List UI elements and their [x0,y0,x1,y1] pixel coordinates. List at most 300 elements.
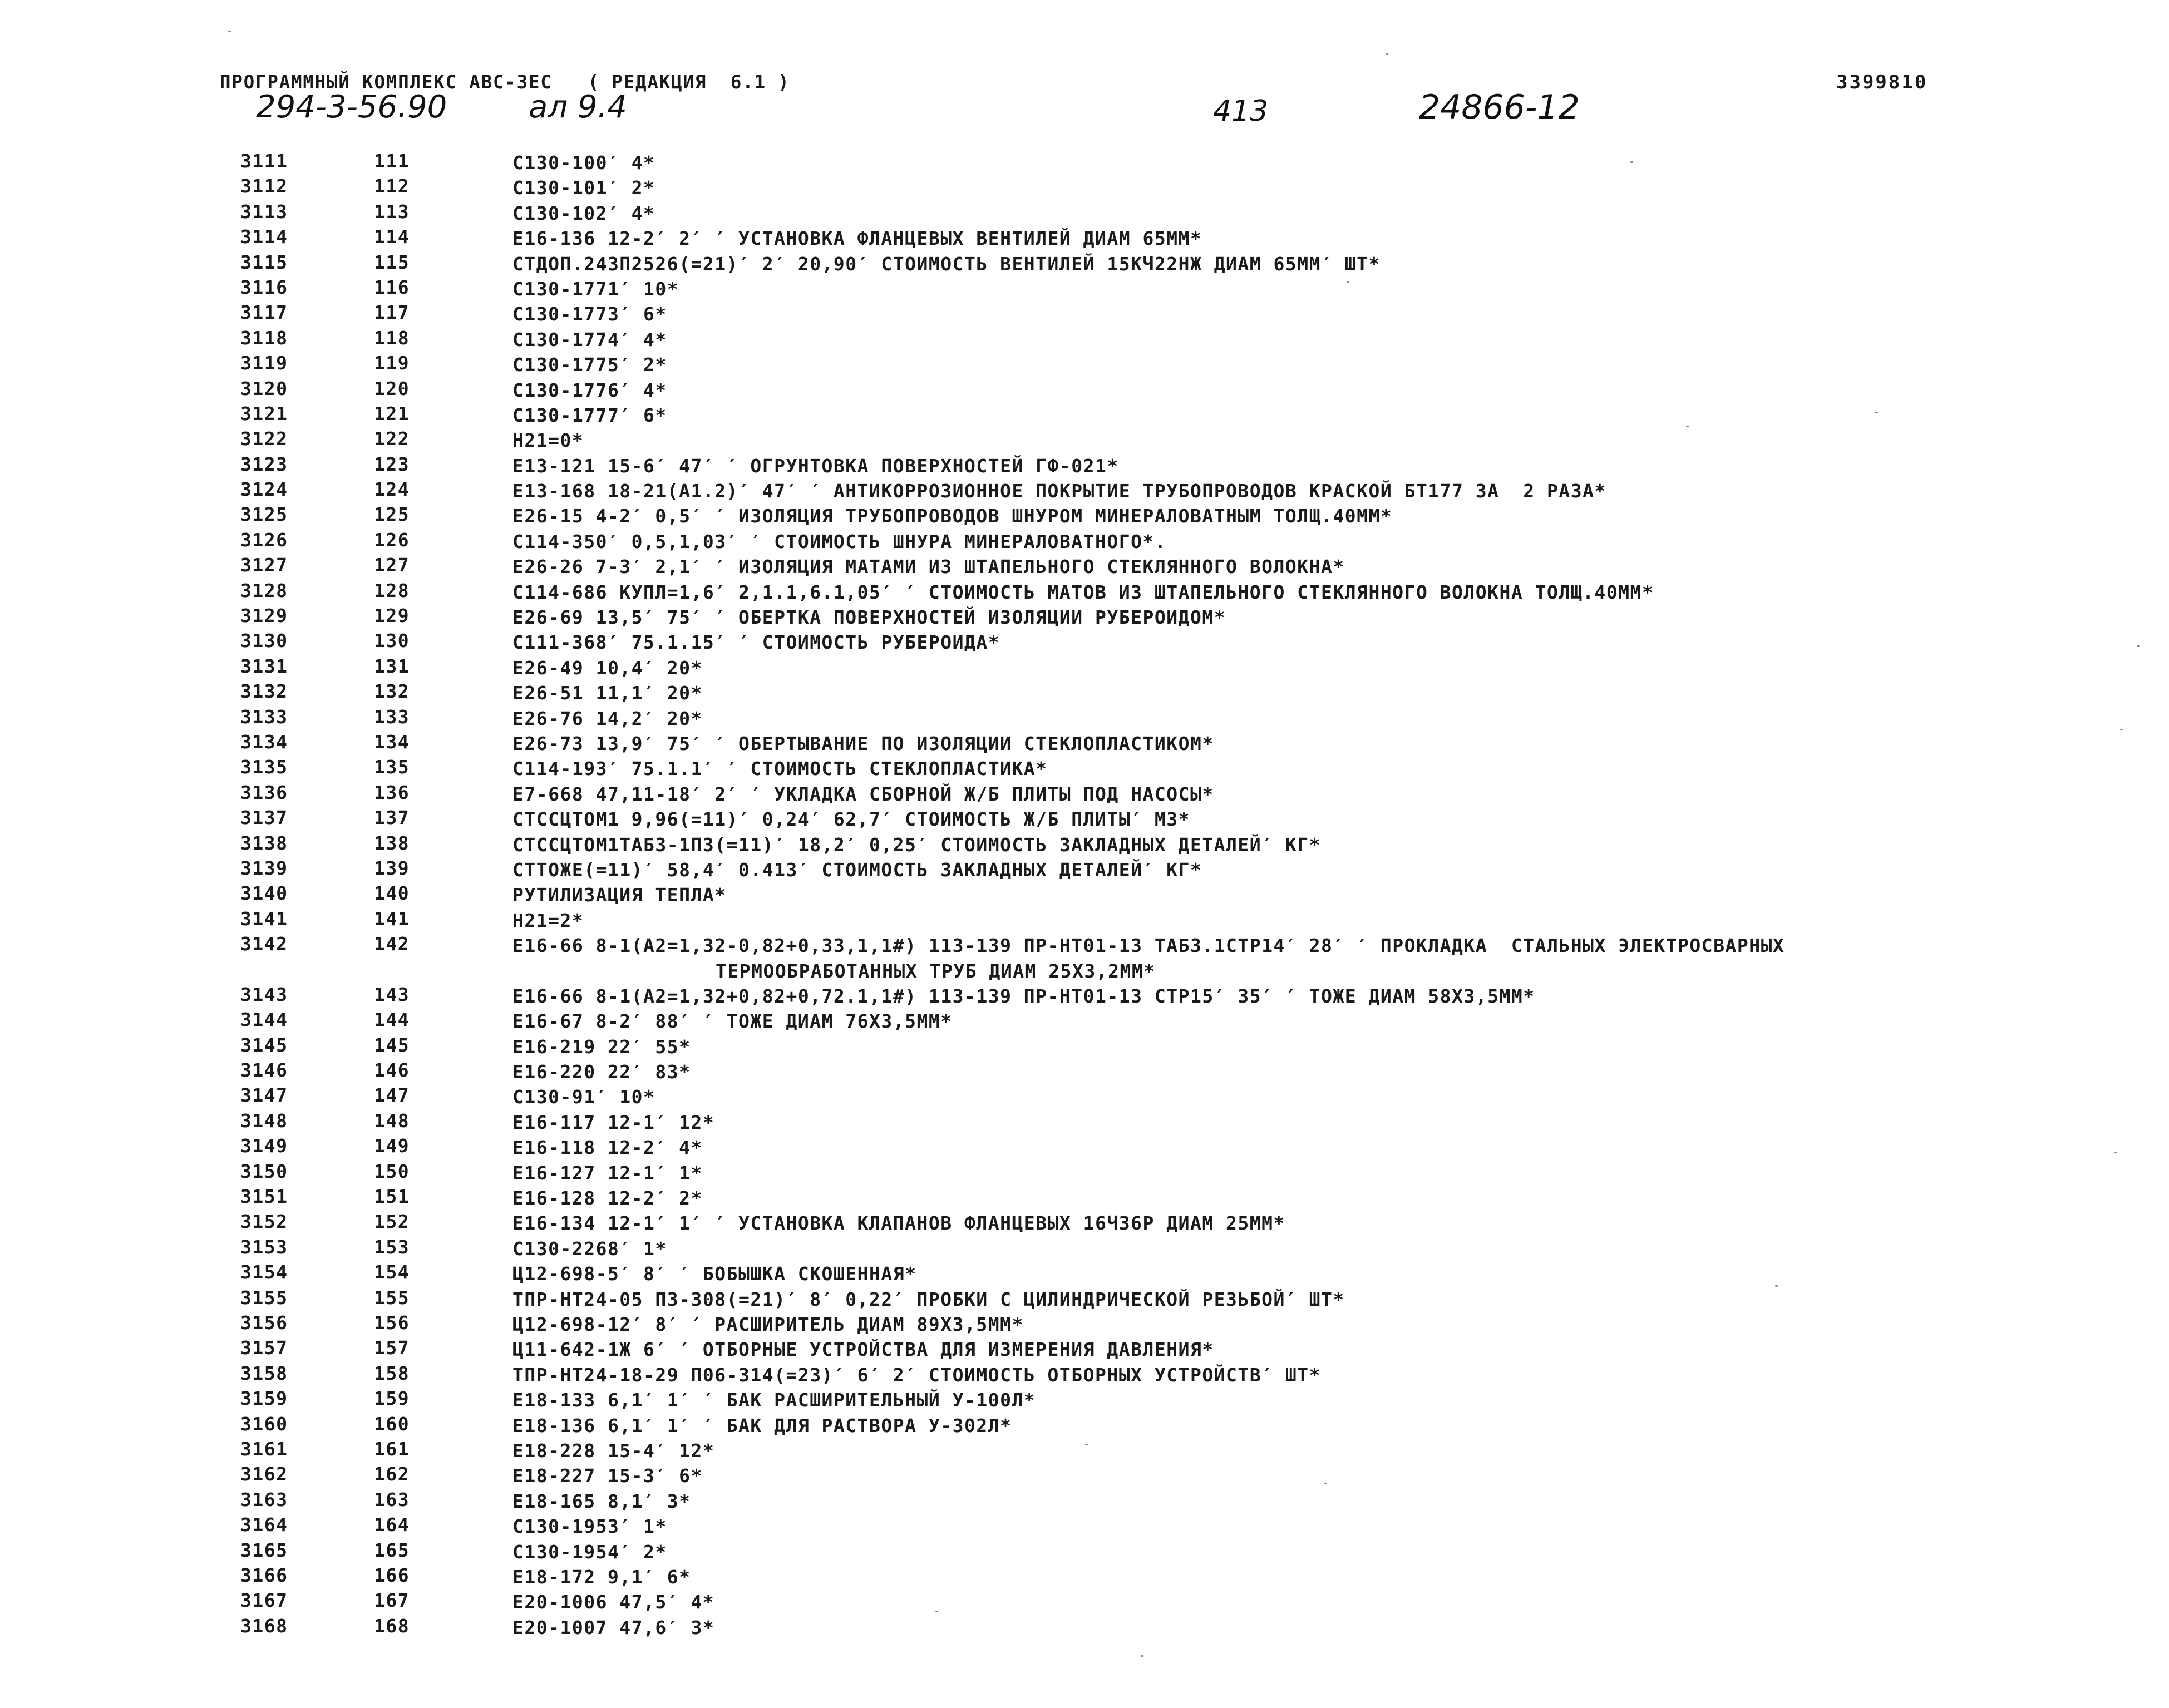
row-instruction [512,302,667,327]
row-line-number: 147 [374,1084,410,1107]
row-instruction [512,756,1048,781]
row-instruction [512,378,667,403]
row-instruction-text: Е16-220 22′ 83* [512,1061,691,1083]
row-instruction-text: С130-1771′ 10* [512,278,679,300]
row-sequence-number: 3117 [240,302,288,324]
row-instruction-text: Е18-227 15-3′ 6* [512,1465,703,1487]
listing-row [0,1009,2169,1034]
row-instruction-text: Ц11-642-1Ж 6′ ′ ОТБОРНЫЕ УСТРОЙСТВА ДЛЯ ИЗМЕРЕНИЯ ДАВЛЕНИЯ* [512,1339,1214,1361]
row-line-number: 138 [374,832,410,854]
row-sequence-number: 3165 [240,1539,288,1561]
listing-row [0,1110,2169,1135]
row-sequence-number: 3154 [240,1261,288,1284]
row-sequence-number: 3143 [240,983,288,1005]
row-instruction [512,807,1190,832]
listing-row [0,857,2169,882]
listing-row [0,1539,2169,1564]
row-instruction [512,1261,917,1286]
row-instruction [512,605,1226,630]
row-instruction [512,478,1606,503]
row-instruction-text: СТССЦТОМ1 9,96(=11)′ 0,24′ 62,7′ СТОИМОСТЬ Ж/Б ПЛИТЫ′ М3* [512,808,1190,831]
row-sequence-number: 3141 [240,907,288,930]
row-line-number: 141 [374,907,410,930]
row-sequence-number: 3163 [240,1488,288,1510]
row-line-number: 137 [374,807,410,829]
row-instruction [512,226,1202,251]
listing-row [0,1463,2169,1488]
row-sequence-number: 3122 [240,428,288,450]
listing-row [0,226,2169,251]
scan-speck [935,1611,938,1612]
row-instruction [512,503,1392,529]
row-line-number: 133 [374,705,410,728]
listing-row [0,1438,2169,1463]
row-sequence-number: 3125 [240,503,288,526]
handwritten-reference: 294-3-56.90 [256,89,447,125]
row-sequence-number: 3137 [240,807,288,829]
row-sequence-number: 3150 [240,1160,288,1182]
row-line-number: 151 [374,1186,410,1208]
row-line-number: 126 [374,529,410,551]
listing-row [0,201,2169,226]
row-instruction [512,1312,1024,1337]
listing-row [0,1388,2169,1413]
row-instruction [512,1236,667,1261]
row-instruction [512,933,1785,984]
row-instruction [512,1135,703,1160]
row-sequence-number: 3145 [240,1034,288,1056]
row-instruction-text: Е26-26 7-3′ 2,1′ ′ ИЗОЛЯЦИЯ МАТАМИ ИЗ ШТАПЕЛЬНОГО СТЕКЛЯННОГО ВОЛОКНА* [512,556,1345,578]
row-instruction-text: С130-1774′ 4* [512,328,667,351]
row-instruction-text: С130-1953′ 1* [512,1516,667,1538]
listing-row [0,1337,2169,1362]
row-instruction-text: Е20-1006 47,5′ 4* [512,1591,715,1613]
row-line-number: 168 [374,1615,410,1637]
handwritten-album: ал 9.4 [529,89,627,125]
row-line-number: 153 [374,1236,410,1258]
row-sequence-number: 3126 [240,529,288,551]
row-instruction [512,327,667,352]
listing-row [0,1161,2169,1186]
row-line-number: 143 [374,983,410,1005]
row-instruction-text: Е13-121 15-6′ 47′ ′ ОГРУНТОВКА ПОВЕРХНОСТЕЙ ГФ-021* [512,455,1119,477]
row-instruction-text: Ц12-698-12′ 8′ ′ РАСШИРИТЕЛЬ ДИАМ 89Х3,5ММ* [512,1313,1024,1335]
row-sequence-number: 3116 [240,276,288,298]
row-line-number: 148 [374,1109,410,1132]
row-instruction [512,403,667,428]
handwritten-page-number: 413 [1213,95,1269,128]
row-sequence-number: 3164 [240,1514,288,1536]
row-line-number: 134 [374,730,410,753]
row-sequence-number: 3135 [240,756,288,778]
row-sequence-number: 3127 [240,554,288,576]
listing-row [0,1413,2169,1438]
row-instruction-text: Е26-69 13,5′ 75′ ′ ОБЕРТКА ПОВЕРХНОСТЕЙ ИЗОЛЯЦИИ РУБЕРОИДОМ* [512,606,1226,629]
row-instruction-text: С111-368′ 75.1.15′ ′ СТОИМОСТЬ РУБЕРОИДА* [512,631,1000,654]
row-instruction-text: Е26-76 14,2′ 20* [512,707,703,729]
row-instruction-text: С130-2268′ 1* [512,1237,667,1260]
row-instruction [512,1413,1012,1438]
row-line-number: 114 [374,226,410,248]
row-sequence-number: 3120 [240,377,288,399]
row-instruction [512,1009,953,1034]
scan-speck [1324,1483,1327,1484]
listing-row [0,882,2169,907]
row-line-number: 139 [374,857,410,879]
row-sequence-number: 3161 [240,1438,288,1460]
row-line-number: 132 [374,680,410,703]
listing-row [0,175,2169,200]
row-line-number: 155 [374,1286,410,1309]
row-instruction-text: С130-91′ 10* [512,1086,655,1108]
scan-speck [1386,53,1388,55]
row-instruction-text: Е26-15 4-2′ 0,5′ ′ ИЗОЛЯЦИЯ ТРУБОПРОВОДОВ ШНУРОМ МИНЕРАЛОВАТНЫМ ТОЛЩ.40ММ* [512,505,1393,527]
row-instruction-text: Е13-168 18-21(А1.2)′ 47′ ′ АНТИКОРРОЗИОННОЕ ПОКРЫТИЕ ТРУБОПРОВОДОВ КРАСКОЙ БТ177 ЗА 2 РАЗА* [512,480,1606,502]
row-instruction-text: Е16-67 8-2′ 88′ ′ ТОЖЕ ДИАМ 76Х3,5ММ* [512,1010,953,1033]
row-sequence-number: 3132 [240,680,288,703]
row-instruction [512,1337,1214,1362]
row-sequence-number: 3159 [240,1388,288,1410]
listing-row [0,453,2169,478]
row-instruction-text: Е16-134 12-1′ 1′ ′ УСТАНОВКА КЛАПАНОВ ФЛАНЦЕВЫХ 16Ч36Р ДИАМ 25ММ* [512,1212,1285,1235]
row-instruction-text: С130-1777′ 6* [512,404,667,426]
row-line-number: 111 [374,150,410,172]
row-instruction [512,1589,714,1615]
row-line-number: 160 [374,1413,410,1435]
row-instruction [512,1186,703,1211]
listing-row [0,605,2169,630]
row-line-number: 145 [374,1034,410,1056]
scan-speck [2120,729,2123,730]
listing-row [0,352,2169,377]
row-instruction-text: С130-1775′ 2* [512,354,667,376]
row-instruction [512,201,655,226]
row-instruction [512,882,727,907]
document-code: 3399810 [1836,71,1928,93]
listing-row [0,782,2169,807]
row-instruction-text: Е16-117 12-1′ 12* [512,1111,715,1133]
listing-row [0,302,2169,327]
listing-rows [0,150,2169,1640]
listing-row [0,554,2169,579]
row-line-number: 163 [374,1488,410,1510]
listing-row [0,1363,2169,1388]
row-line-number: 161 [374,1438,410,1460]
scan-speck [1686,426,1689,427]
scan-speck [2114,1152,2117,1153]
row-sequence-number: 3123 [240,453,288,475]
row-line-number: 118 [374,327,410,349]
row-line-number: 166 [374,1564,410,1586]
row-instruction [512,580,1654,605]
row-instruction [512,453,1119,478]
scan-speck [1141,1655,1143,1657]
row-instruction [512,428,584,453]
row-sequence-number: 3130 [240,630,288,652]
listing-row [0,1135,2169,1160]
row-line-number: 159 [374,1388,410,1410]
row-sequence-number: 3142 [240,933,288,955]
row-sequence-number: 3129 [240,605,288,627]
scan-speck [1775,1285,1778,1287]
listing-row [0,478,2169,503]
listing-row [0,580,2169,605]
row-sequence-number: 3136 [240,781,288,803]
scan-speck [228,31,231,32]
row-sequence-number: 3139 [240,857,288,879]
row-sequence-number: 3119 [240,352,288,374]
row-instruction-text: Е7-668 47,11-18′ 2′ ′ УКЛАДКА СБОРНОЙ Ж/Б ПЛИТЫ ПОД НАСОСЫ* [512,783,1214,805]
row-instruction-text: С130-1773′ 6* [512,303,667,325]
row-sequence-number: 3148 [240,1109,288,1132]
row-instruction-text: С114-193′ 75.1.1′ ′ СТОИМОСТЬ СТЕКЛОПЛАСТИКА* [512,758,1048,780]
row-sequence-number: 3133 [240,705,288,728]
row-sequence-number: 3114 [240,226,288,248]
listing-row [0,1287,2169,1312]
row-line-number: 113 [374,200,410,223]
row-instruction [512,1539,667,1564]
listing-row [0,731,2169,756]
row-instruction [512,1438,714,1463]
row-instruction-text: Е16-118 12-2′ 4* [512,1137,703,1159]
row-line-number: 131 [374,655,410,677]
row-instruction [512,1388,1036,1413]
row-sequence-number: 3153 [240,1236,288,1258]
listing-row [0,908,2169,933]
row-instruction-text: Е18-228 15-4′ 12* [512,1439,715,1462]
row-sequence-number: 3155 [240,1286,288,1309]
listing-row [0,403,2169,428]
row-sequence-number: 3111 [240,150,288,172]
row-instruction [512,706,703,731]
row-instruction-text: Е16-136 12-2′ 2′ ′ УСТАНОВКА ФЛАНЦЕВЫХ ВЕНТИЛЕЙ ДИАМ 65ММ* [512,228,1202,250]
listing-row [0,1312,2169,1337]
listing-row [0,1615,2169,1640]
listing-row [0,1489,2169,1514]
row-instruction [512,832,1321,857]
row-instruction [512,984,1535,1009]
row-line-number: 162 [374,1463,410,1485]
row-instruction-text: С130-100′ 4* [512,152,655,174]
row-instruction [512,150,655,175]
row-sequence-number: 3112 [240,175,288,198]
row-line-number: 123 [374,453,410,475]
row-line-number: 152 [374,1211,410,1233]
row-line-number: 135 [374,756,410,778]
listing-row [0,680,2169,705]
row-instruction-text: Е20-1007 47,6′ 3* [512,1616,715,1638]
listing-row [0,984,2169,1009]
row-line-number: 167 [374,1589,410,1612]
scan-speck [1347,281,1349,283]
listing-row [0,277,2169,302]
listing-row [0,1059,2169,1084]
row-instruction-text: Е26-49 10,4′ 20* [512,656,703,679]
scan-speck [1085,1444,1088,1445]
row-instruction [512,731,1214,756]
row-line-number: 157 [374,1337,410,1359]
row-sequence-number: 3152 [240,1211,288,1233]
row-instruction-text: С130-101′ 2* [512,177,655,199]
row-instruction-text: Е16-66 8-1(А2=1,32+0,82+0,72.1,1#) 113-139 ПР-НТ01-13 СТР15′ 35′ ′ ТОЖЕ ДИАМ 58Х3,5ММ* [512,985,1535,1007]
listing-row [0,150,2169,175]
row-instruction-text: Е16-66 8-1(А2=1,32-0,82+0,33,1,1#) 113-139 ПР-НТ01-13 ТАБ3.1СТР14′ 28′ ′ ПРОКЛАДКА СТАЛЬНЫХ ЭЛЕКТРОСВАРНЫХ [512,935,1785,957]
row-instruction [512,1514,667,1539]
row-sequence-number: 3124 [240,478,288,501]
listing-row [0,832,2169,857]
listing-row [0,1034,2169,1059]
row-sequence-number: 3166 [240,1564,288,1586]
row-instruction-text: Е18-133 6,1′ 1′ ′ БАК РАСШИРИТЕЛЬНЫЙ У-100Л* [512,1389,1036,1411]
row-line-number: 121 [374,402,410,424]
listing-row [0,1084,2169,1109]
row-line-number: 150 [374,1160,410,1182]
row-instruction-text: СТДОП.243П2526(=21)′ 2′ 20,90′ СТОИМОСТЬ ВЕНТИЛЕЙ 15КЧ22НЖ ДИАМ 65ММ′ ШТ* [512,253,1381,275]
row-line-number: 149 [374,1135,410,1157]
row-line-number: 146 [374,1059,410,1082]
scan-speck [1630,161,1633,163]
row-line-number: 140 [374,882,410,905]
row-instruction-text: С130-1776′ 4* [512,379,667,401]
row-instruction [512,1084,655,1109]
row-instruction-text: РУТИЛИЗАЦИЯ ТЕПЛА* [512,884,727,906]
listing-row [0,1589,2169,1615]
row-line-number: 125 [374,503,410,526]
row-instruction [512,1287,1345,1312]
row-instruction-text: Е18-172 9,1′ 6* [512,1566,691,1588]
row-sequence-number: 3146 [240,1059,288,1082]
row-instruction [512,1110,714,1135]
row-sequence-number: 3167 [240,1589,288,1612]
listing-row [0,1564,2169,1589]
row-sequence-number: 3162 [240,1463,288,1485]
program-header: ПРОГРАММНЫЙ КОМПЛЕКС АВС-ЗЕС ( РЕДАКЦИЯ 6.1 ) [220,71,790,93]
scan-speck [1875,412,1878,413]
row-line-number: 115 [374,251,410,273]
row-line-number: 144 [374,1009,410,1031]
row-instruction [512,1615,714,1640]
row-line-number: 154 [374,1261,410,1284]
row-line-number: 142 [374,933,410,955]
row-line-number: 165 [374,1539,410,1561]
row-instruction-text: Е16-128 12-2′ 2* [512,1187,703,1210]
handwritten-sheet-number: 24866-12 [1419,88,1580,127]
listing-row [0,327,2169,352]
row-line-number: 127 [374,554,410,576]
row-instruction [512,908,584,933]
row-instruction [512,554,1345,579]
row-instruction-continuation: ТЕРМООБРАБОТАННЫХ ТРУБ ДИАМ 25Х3,2ММ* [716,960,1156,982]
row-line-number: 122 [374,428,410,450]
row-instruction-text: ТПР-НТ24-05 П3-308(=21)′ 8′ 0,22′ ПРОБКИ С ЦИЛИНДРИЧЕСКОЙ РЕЗЬБОЙ′ ШТ* [512,1288,1345,1310]
row-instruction-text: Е18-165 8,1′ 3* [512,1490,691,1512]
row-sequence-number: 3158 [240,1362,288,1384]
row-instruction-text: С114-686 КУПЛ=1,6′ 2,1.1,6.1,05′ ′ СТОИМОСТЬ МАТОВ ИЗ ШТАПЕЛЬНОГО СТЕКЛЯННОГО ВОЛОКНА ТОЛЩ.40ММ* [512,581,1654,603]
row-instruction [512,352,667,377]
row-instruction-text: Н21=2* [512,909,584,931]
listing-row [0,378,2169,403]
row-line-number: 124 [374,478,410,501]
row-line-number: 112 [374,175,410,198]
scan-speck [2137,645,2140,647]
row-line-number: 116 [374,276,410,298]
row-sequence-number: 3138 [240,832,288,854]
listing-row [0,756,2169,781]
row-instruction [512,1034,691,1059]
row-instruction [512,529,1166,554]
row-sequence-number: 3160 [240,1413,288,1435]
listing-row [0,933,2169,984]
row-instruction-text: Е16-219 22′ 55* [512,1035,691,1058]
row-instruction [512,857,1202,882]
row-instruction-text: СТССЦТОМ1ТАБ3-1П3(=11)′ 18,2′ 0,25′ СТОИМОСТЬ ЗАКЛАДНЫХ ДЕТАЛЕЙ′ КГ* [512,833,1322,856]
row-line-number: 156 [374,1311,410,1334]
row-line-number: 164 [374,1514,410,1536]
row-sequence-number: 3140 [240,882,288,905]
row-instruction [512,1059,691,1084]
row-instruction [512,1463,703,1488]
row-instruction [512,1564,691,1589]
row-sequence-number: 3121 [240,402,288,424]
row-instruction-text: СТТОЖЕ(=11)′ 58,4′ 0.413′ СТОИМОСТЬ ЗАКЛАДНЫХ ДЕТАЛЕЙ′ КГ* [512,858,1202,881]
row-instruction [512,782,1214,807]
row-line-number: 120 [374,377,410,399]
row-instruction-text: Е26-51 11,1′ 20* [512,682,703,704]
row-instruction-text: Е26-73 13,9′ 75′ ′ ОБЕРТЫВАНИЕ ПО ИЗОЛЯЦИИ СТЕКЛОПЛАСТИКОМ* [512,732,1214,754]
listing-row [0,1186,2169,1211]
row-instruction [512,1363,1321,1388]
row-instruction-text: С114-350′ 0,5,1,03′ ′ СТОИМОСТЬ ШНУРА МИНЕРАЛОВАТНОГО*. [512,530,1167,552]
listing-row [0,428,2169,453]
row-sequence-number: 3149 [240,1135,288,1157]
row-sequence-number: 3157 [240,1337,288,1359]
row-instruction-text: Е16-127 12-1′ 1* [512,1162,703,1184]
listing-row [0,807,2169,832]
row-line-number: 117 [374,302,410,324]
row-sequence-number: 3147 [240,1084,288,1107]
row-sequence-number: 3131 [240,655,288,677]
row-instruction [512,175,655,200]
row-sequence-number: 3128 [240,579,288,601]
row-instruction [512,1161,703,1186]
row-line-number: 130 [374,630,410,652]
row-instruction [512,251,1381,277]
row-instruction-text: Н21=0* [512,430,584,452]
row-instruction [512,630,1000,655]
row-sequence-number: 3134 [240,730,288,753]
row-instruction-text: ТПР-НТ24-18-29 П06-314(=23)′ 6′ 2′ СТОИМОСТЬ ОТБОРНЫХ УСТРОЙСТВ′ ШТ* [512,1364,1322,1386]
row-instruction [512,277,679,302]
listing-row [0,706,2169,731]
row-sequence-number: 3156 [240,1311,288,1334]
row-instruction-text: Ц12-698-5′ 8′ ′ БОБЫШКА СКОШЕННАЯ* [512,1263,917,1285]
row-line-number: 129 [374,605,410,627]
row-sequence-number: 3151 [240,1186,288,1208]
row-instruction-text: С130-102′ 4* [512,202,655,224]
row-instruction-text: Е18-136 6,1′ 1′ ′ БАК ДЛЯ РАСТВОРА У-302Л* [512,1414,1012,1437]
row-line-number: 119 [374,352,410,374]
row-instruction-text: С130-1954′ 2* [512,1541,667,1563]
row-sequence-number: 3115 [240,251,288,273]
row-instruction [512,1489,691,1514]
row-line-number: 158 [374,1362,410,1384]
row-sequence-number: 3113 [240,200,288,223]
row-sequence-number: 3144 [240,1009,288,1031]
listing-row [0,1261,2169,1286]
row-line-number: 128 [374,579,410,601]
listing-row [0,529,2169,554]
row-sequence-number: 3118 [240,327,288,349]
